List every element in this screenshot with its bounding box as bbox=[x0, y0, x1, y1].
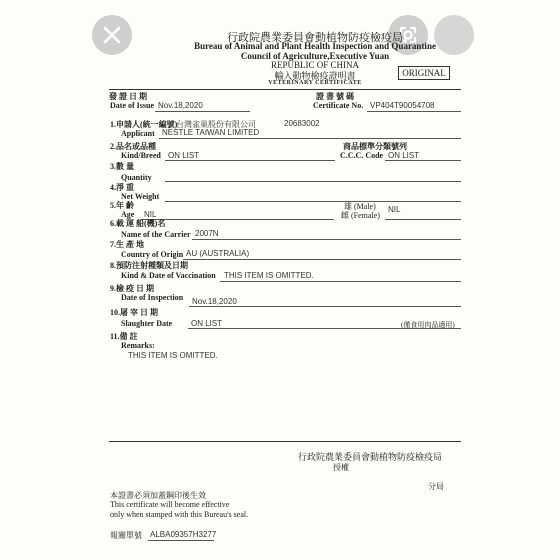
ccc-underline bbox=[385, 160, 461, 161]
customs-underline bbox=[148, 540, 214, 541]
issue-date-underline bbox=[155, 111, 250, 112]
f5-label-en: Age bbox=[121, 210, 135, 219]
f6-label-en: Name of the Carrier bbox=[121, 230, 191, 239]
f9-value: Nov.18,2020 bbox=[192, 297, 237, 306]
customs-number: ALBA09357H3277 bbox=[150, 530, 217, 539]
f9-label-en: Date of Inspection bbox=[121, 293, 184, 302]
close-button[interactable] bbox=[92, 15, 132, 55]
f2-label-zh: 2.品名或品種 bbox=[110, 142, 156, 151]
f3-label-zh: 3.數 量 bbox=[110, 162, 134, 171]
f4-label-en: Net Weight bbox=[121, 192, 160, 201]
f8-underline bbox=[220, 281, 461, 282]
f1-value-en: NESTLE TAIWAN LIMITED bbox=[162, 128, 260, 137]
issue-label-en: Date of Issue bbox=[110, 101, 154, 110]
ccc-value: ON LIST bbox=[388, 151, 420, 160]
f6-label-zh: 6.載 運 船(機)名 bbox=[110, 219, 166, 228]
footer-authorized: 授權 bbox=[333, 463, 349, 472]
sex-underline bbox=[385, 219, 461, 220]
f7-value: AU (AUSTRALIA) bbox=[186, 249, 250, 258]
customs-label: 報關單號 bbox=[110, 531, 142, 540]
f11-label-en: Remarks: bbox=[121, 341, 155, 350]
f1-value-id: 20683002 bbox=[284, 119, 320, 128]
f4-underline bbox=[165, 201, 461, 202]
ccc-label-zh: 商品標準分類號列 bbox=[343, 142, 407, 151]
f10-value: ON LIST bbox=[191, 319, 223, 328]
f10-label-en: Slaughter Date bbox=[121, 319, 173, 328]
header-line5: 輸入動物檢疫證明書 bbox=[274, 71, 356, 81]
issue-label-zh: 發 證 日 期 bbox=[109, 92, 147, 101]
footer-bureau: 行政院農業委員會動植物防疫檢疫局 bbox=[298, 452, 443, 462]
sex-value: NIL bbox=[388, 205, 401, 214]
ccc-label-en: C.C.C. Code bbox=[340, 151, 384, 160]
cert-number: VP404T90054708 bbox=[370, 101, 435, 110]
header-line6: VETERINARY CERTIFICATE bbox=[268, 80, 362, 86]
f9-underline bbox=[189, 306, 461, 307]
f2-value: ON LIST bbox=[168, 151, 200, 160]
f5-value: NIL bbox=[144, 210, 157, 219]
footer-rule bbox=[109, 441, 461, 442]
f3-label-en: Quantity bbox=[121, 173, 152, 182]
footer-note-en2: only when stamped with this Bureau's seal. bbox=[110, 510, 249, 519]
f10-note: (僅食用肉品適用) bbox=[401, 321, 455, 329]
footer-note-zh: 本證書必須加蓋鋼印後生效 bbox=[110, 491, 206, 500]
header-line3: Council of Agriculture,Executive Yuan bbox=[240, 51, 390, 61]
f2-label-en: Kind/Breed bbox=[121, 151, 161, 160]
f10-label-zh: 10.屠 宰 日 期 bbox=[110, 308, 158, 317]
f7-label-en: Country of Origin bbox=[121, 250, 184, 259]
f6-underline bbox=[192, 239, 461, 240]
header-line2: Bureau of Animal and Plant Health Inspection and Quarantine bbox=[194, 41, 436, 51]
f1-label-en: Applicant bbox=[121, 129, 155, 138]
f1-value-zh: 台灣雀巢股份有限公司 bbox=[176, 120, 256, 129]
footer-branch: 分局 bbox=[428, 482, 444, 491]
sex-male-label: 雄 (Male) bbox=[344, 202, 376, 211]
f8-value: THIS ITEM IS OMITTED. bbox=[224, 271, 314, 280]
header-line1: 行政院農業委員會動植物防疫檢疫局 bbox=[227, 32, 403, 44]
cert-label-zh: 證 書 號 碼 bbox=[316, 92, 354, 101]
f8-label-zh: 8.預防注射種類及日期 bbox=[110, 261, 188, 270]
f3-underline bbox=[165, 181, 461, 182]
f5-underline bbox=[141, 219, 334, 220]
f6-value: 2007N bbox=[195, 229, 219, 238]
f11-label-zh: 11.備 註 bbox=[110, 332, 138, 341]
cert-number-underline bbox=[367, 111, 461, 112]
issue-date: Nov.18,2020 bbox=[158, 101, 203, 110]
f8-label-en: Kind & Date of Vaccination bbox=[121, 271, 216, 280]
sex-female-label: 雌 (Female) bbox=[341, 211, 380, 220]
f9-label-zh: 9.檢 疫 日 期 bbox=[110, 284, 154, 293]
cert-label-en: Certificate No. bbox=[313, 101, 364, 110]
f1-label-zh: 1.申請人(統一編號) bbox=[110, 120, 178, 129]
f4-label-zh: 4.淨 重 bbox=[110, 183, 134, 192]
f7-underline bbox=[183, 259, 461, 260]
f11-value: THIS ITEM IS OMITTED. bbox=[128, 351, 218, 360]
header-line4: REPUBLIC OF CHINA bbox=[270, 60, 359, 70]
f5-label-zh: 5.年 齡 bbox=[110, 201, 134, 210]
original-stamp: ORIGINAL bbox=[398, 66, 450, 80]
f7-label-zh: 7.生 產 地 bbox=[110, 240, 144, 249]
f2-underline bbox=[165, 160, 335, 161]
footer-note-en1: This certificate will become effective bbox=[110, 500, 230, 509]
header-rule bbox=[109, 89, 461, 90]
f1-underline bbox=[159, 138, 461, 139]
close-icon bbox=[92, 15, 132, 55]
